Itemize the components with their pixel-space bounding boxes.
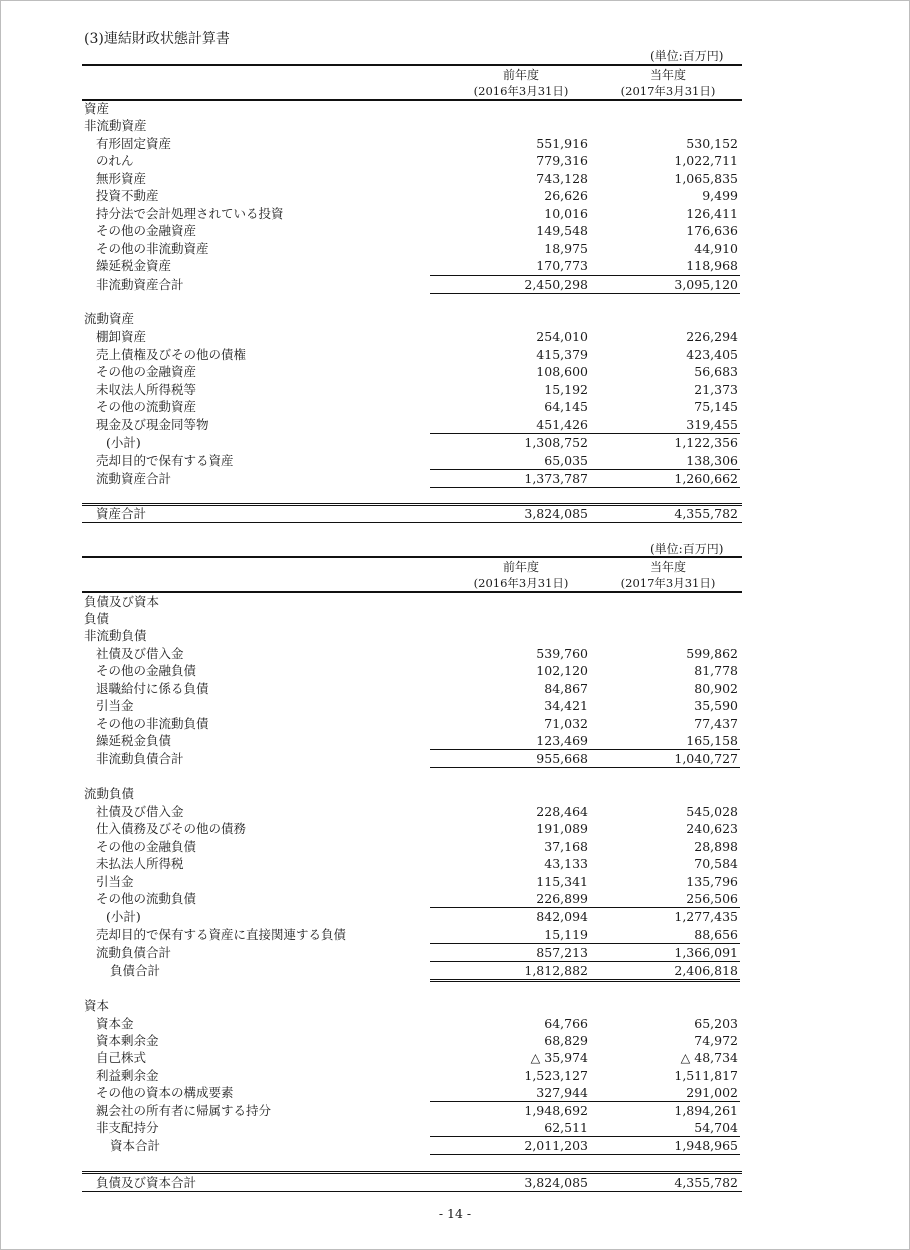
table-row (84, 1102, 744, 1119)
row-label: 資産 (84, 101, 110, 116)
subtotal-rule (430, 293, 740, 294)
prev-value: 37,168 (544, 839, 588, 854)
prev-value: 842,094 (536, 909, 588, 924)
curr-value: 165,158 (686, 733, 738, 748)
prev-value: 26,626 (544, 188, 588, 203)
prev-value: 15,119 (544, 927, 588, 942)
curr-value: 1,948,965 (674, 1138, 738, 1153)
table-row (84, 1174, 744, 1191)
prev-value: 1,373,787 (524, 471, 588, 486)
row-label: のれん (96, 153, 134, 168)
curr-value: 44,910 (694, 241, 738, 256)
prev-value: 539,760 (536, 646, 588, 661)
prev-value: 149,548 (536, 223, 588, 238)
prev-value: 955,668 (536, 751, 588, 766)
prev-value: 254,010 (536, 329, 588, 344)
row-label: 親会社の所有者に帰属する持分 (96, 1103, 272, 1118)
table-row (84, 1015, 744, 1032)
prev-value: 62,511 (544, 1120, 588, 1135)
row-label: 非流動資産合計 (96, 277, 184, 292)
table-row (84, 1067, 744, 1084)
subtotal-rule (430, 1154, 740, 1155)
curr-value: 70,584 (694, 856, 738, 871)
row-label: (小計) (106, 435, 141, 450)
curr-value: 54,704 (694, 1120, 738, 1135)
curr-value: 176,636 (686, 223, 738, 238)
row-label: 資本金 (96, 1016, 134, 1031)
row-label: 流動資産合計 (96, 471, 172, 486)
row-label: (小計) (106, 909, 141, 924)
curr-value: 88,656 (694, 927, 738, 942)
row-label: 繰延税金負債 (96, 733, 172, 748)
prev-value: 2,011,203 (524, 1138, 588, 1153)
curr-value: 135,796 (686, 874, 738, 889)
table-row (84, 750, 744, 767)
row-label: 売却目的で保有する資産 (96, 453, 234, 468)
prev-value: 1,948,692 (524, 1103, 588, 1118)
curr-value: 80,902 (694, 681, 738, 696)
table-row (84, 152, 744, 169)
curr-value: 4,355,782 (674, 1175, 738, 1190)
prev-value: 115,341 (536, 874, 588, 889)
table-row (84, 1032, 744, 1049)
row-label: 投資不動産 (96, 188, 159, 203)
prev-value: 108,600 (536, 364, 588, 379)
total-bottom-rule (82, 1191, 742, 1192)
curr-value: 74,972 (694, 1033, 738, 1048)
row-label: 繰延税金資産 (96, 258, 172, 273)
prev-value: 84,867 (544, 681, 588, 696)
col-header-curr: 当年度 (649, 560, 686, 574)
row-label: 有形固定資産 (96, 136, 172, 151)
row-label: その他の金融負債 (96, 663, 197, 678)
table-row (84, 680, 744, 697)
table-row (84, 135, 744, 152)
row-label: その他の流動資産 (96, 399, 197, 414)
row-label: 流動負債合計 (96, 945, 172, 960)
row-label: その他の資本の構成要素 (96, 1085, 234, 1100)
table-row (84, 1119, 744, 1136)
table-row (84, 240, 744, 257)
curr-value: 21,373 (694, 382, 738, 397)
unit-label: (単位:百万円) (650, 49, 724, 63)
curr-value: 545,028 (686, 804, 738, 819)
prev-value: 551,916 (536, 136, 588, 151)
table-row (84, 346, 744, 363)
row-label: 未収法人所得税等 (96, 382, 197, 397)
curr-value: 77,437 (694, 716, 738, 731)
table-row (84, 452, 744, 469)
table-row (84, 363, 744, 380)
table-row (84, 627, 744, 644)
curr-value: 56,683 (694, 364, 738, 379)
row-label: 自己株式 (96, 1050, 147, 1065)
row-label: その他の金融資産 (96, 364, 197, 379)
table-row (84, 416, 744, 433)
row-label: 持分法で会計処理されている投資 (96, 206, 284, 221)
page-title: (3)連結財政状態計算書 (84, 31, 230, 47)
table-row (84, 310, 744, 327)
curr-value: 256,506 (686, 891, 738, 906)
prev-value: 64,766 (544, 1016, 588, 1031)
row-label: 引当金 (96, 698, 134, 713)
curr-value: 423,405 (686, 347, 738, 362)
curr-value: 1,366,091 (674, 945, 738, 960)
table-row (84, 838, 744, 855)
table-row (84, 873, 744, 890)
table-row (84, 170, 744, 187)
curr-value: 1,894,261 (674, 1103, 738, 1118)
row-label: 非流動資産 (84, 118, 147, 133)
curr-value: 9,499 (702, 188, 738, 203)
unit-label: (単位:百万円) (650, 542, 724, 556)
curr-value: 1,260,662 (674, 471, 738, 486)
table-row (84, 187, 744, 204)
prev-value: 123,469 (536, 733, 588, 748)
prev-value: 743,128 (536, 171, 588, 186)
curr-value: 1,040,727 (674, 751, 738, 766)
row-label: 非流動負債合計 (96, 751, 184, 766)
row-label: 資本 (84, 998, 110, 1013)
table-row (84, 944, 744, 961)
prev-value: 2,450,298 (524, 277, 588, 292)
table-row (84, 257, 744, 274)
prev-value: 3,824,085 (524, 506, 588, 521)
curr-value: 599,862 (686, 646, 738, 661)
curr-value: 226,294 (686, 329, 738, 344)
row-label: 未払法人所得税 (96, 856, 184, 871)
table-row (84, 434, 744, 451)
table-row (84, 593, 744, 610)
curr-value: 35,590 (694, 698, 738, 713)
curr-value: 65,203 (694, 1016, 738, 1031)
curr-value: 75,145 (694, 399, 738, 414)
table-row (84, 505, 744, 522)
curr-value: 319,455 (686, 417, 738, 432)
prev-value: 71,032 (544, 716, 588, 731)
curr-value: 2,406,818 (674, 963, 738, 978)
curr-value: 1,277,435 (674, 909, 738, 924)
row-label: 仕入債務及びその他の債務 (96, 821, 247, 836)
row-label: 無形資産 (96, 171, 147, 186)
prev-value: 3,824,085 (524, 1175, 588, 1190)
table-row (84, 662, 744, 679)
prev-value: 226,899 (536, 891, 588, 906)
row-label: 棚卸資産 (96, 329, 147, 344)
row-label: 負債及び資本 (84, 594, 160, 609)
row-label: 社債及び借入金 (96, 804, 184, 819)
row-label: 資本合計 (110, 1138, 161, 1153)
table-row (84, 908, 744, 925)
prev-value: 10,016 (544, 206, 588, 221)
prev-value: 327,944 (536, 1085, 588, 1100)
col-header-prev: 前年度 (502, 68, 539, 82)
prev-value: 170,773 (536, 258, 588, 273)
curr-value: 28,898 (694, 839, 738, 854)
table-row (84, 117, 744, 134)
row-label: 退職給付に係る負債 (96, 681, 209, 696)
curr-value: 240,623 (686, 821, 738, 836)
prev-value: 191,089 (536, 821, 588, 836)
row-label: 引当金 (96, 874, 134, 889)
page-number: - 14 - (438, 1206, 472, 1221)
row-label: 社債及び借入金 (96, 646, 184, 661)
table-row (84, 1049, 744, 1066)
prev-value: △ 35,974 (530, 1050, 588, 1065)
row-label: 現金及び現金同等物 (96, 417, 209, 432)
table-row (84, 697, 744, 714)
curr-value: 530,152 (686, 136, 738, 151)
prev-value: 68,829 (544, 1033, 588, 1048)
row-label: 流動資産 (84, 311, 135, 326)
prev-value: 779,316 (536, 153, 588, 168)
row-label: 資本剰余金 (96, 1033, 159, 1048)
table-row (84, 398, 744, 415)
table-row (84, 381, 744, 398)
curr-value: 126,411 (686, 206, 738, 221)
table-row (84, 803, 744, 820)
curr-value: 291,002 (686, 1085, 738, 1100)
table-row (84, 715, 744, 732)
table-row (84, 1084, 744, 1101)
table-row (84, 785, 744, 802)
row-label: 流動負債 (84, 786, 135, 801)
prev-value: 1,812,882 (524, 963, 588, 978)
table-row (84, 470, 744, 487)
prev-value: 18,975 (544, 241, 588, 256)
subtotal-rule (430, 767, 740, 768)
curr-value: 1,022,711 (674, 153, 738, 168)
table-row (84, 1137, 744, 1154)
col-header-curr-date: (2017年3月31日) (620, 576, 716, 590)
row-label: その他の非流動資産 (96, 241, 209, 256)
table-row (84, 962, 744, 979)
row-label: 利益剰余金 (96, 1068, 159, 1083)
total-double-rule (430, 979, 740, 982)
col-header-prev-date: (2016年3月31日) (473, 84, 569, 98)
row-label: 売上債権及びその他の債権 (96, 347, 247, 362)
prev-value: 43,133 (544, 856, 588, 871)
total-bottom-rule (82, 522, 742, 523)
row-label: その他の非流動負債 (96, 716, 209, 731)
table-row (84, 610, 744, 627)
table-row (84, 732, 744, 749)
curr-value: △ 48,734 (680, 1050, 738, 1065)
table-row (84, 890, 744, 907)
table-row (84, 100, 744, 117)
row-label: その他の流動負債 (96, 891, 197, 906)
prev-value: 857,213 (536, 945, 588, 960)
prev-value: 34,421 (544, 698, 588, 713)
row-label: 負債及び資本合計 (96, 1175, 197, 1190)
table-row (84, 820, 744, 837)
row-label: 負債合計 (110, 963, 161, 978)
table-row (84, 926, 744, 943)
prev-value: 228,464 (536, 804, 588, 819)
prev-value: 64,145 (544, 399, 588, 414)
curr-value: 1,065,835 (674, 171, 738, 186)
curr-value: 4,355,782 (674, 506, 738, 521)
subtotal-rule (430, 487, 740, 488)
prev-value: 1,308,752 (524, 435, 588, 450)
table-row (84, 276, 744, 293)
col-header-curr: 当年度 (649, 68, 686, 82)
col-header-curr-date: (2017年3月31日) (620, 84, 716, 98)
row-label: 資産合計 (96, 506, 147, 521)
curr-value: 81,778 (694, 663, 738, 678)
row-label: 負債 (84, 611, 110, 626)
col-header-prev-date: (2016年3月31日) (473, 576, 569, 590)
row-label: 非支配持分 (96, 1120, 159, 1135)
prev-value: 415,379 (536, 347, 588, 362)
row-label: その他の金融資産 (96, 223, 197, 238)
table-row (84, 222, 744, 239)
curr-value: 118,968 (686, 258, 738, 273)
curr-value: 138,306 (686, 453, 738, 468)
table-row (84, 855, 744, 872)
prev-value: 65,035 (544, 453, 588, 468)
row-label: 売却目的で保有する資産に直接関連する負債 (96, 927, 347, 942)
table-row (84, 645, 744, 662)
table-row (84, 328, 744, 345)
col-header-prev: 前年度 (502, 560, 539, 574)
prev-value: 451,426 (536, 417, 588, 432)
row-label: 非流動負債 (84, 628, 147, 643)
table-row (84, 205, 744, 222)
curr-value: 1,511,817 (674, 1068, 738, 1083)
prev-value: 15,192 (544, 382, 588, 397)
table-row (84, 997, 744, 1014)
prev-value: 102,120 (536, 663, 588, 678)
row-label: その他の金融負債 (96, 839, 197, 854)
curr-value: 1,122,356 (674, 435, 738, 450)
prev-value: 1,523,127 (524, 1068, 588, 1083)
curr-value: 3,095,120 (674, 277, 738, 292)
